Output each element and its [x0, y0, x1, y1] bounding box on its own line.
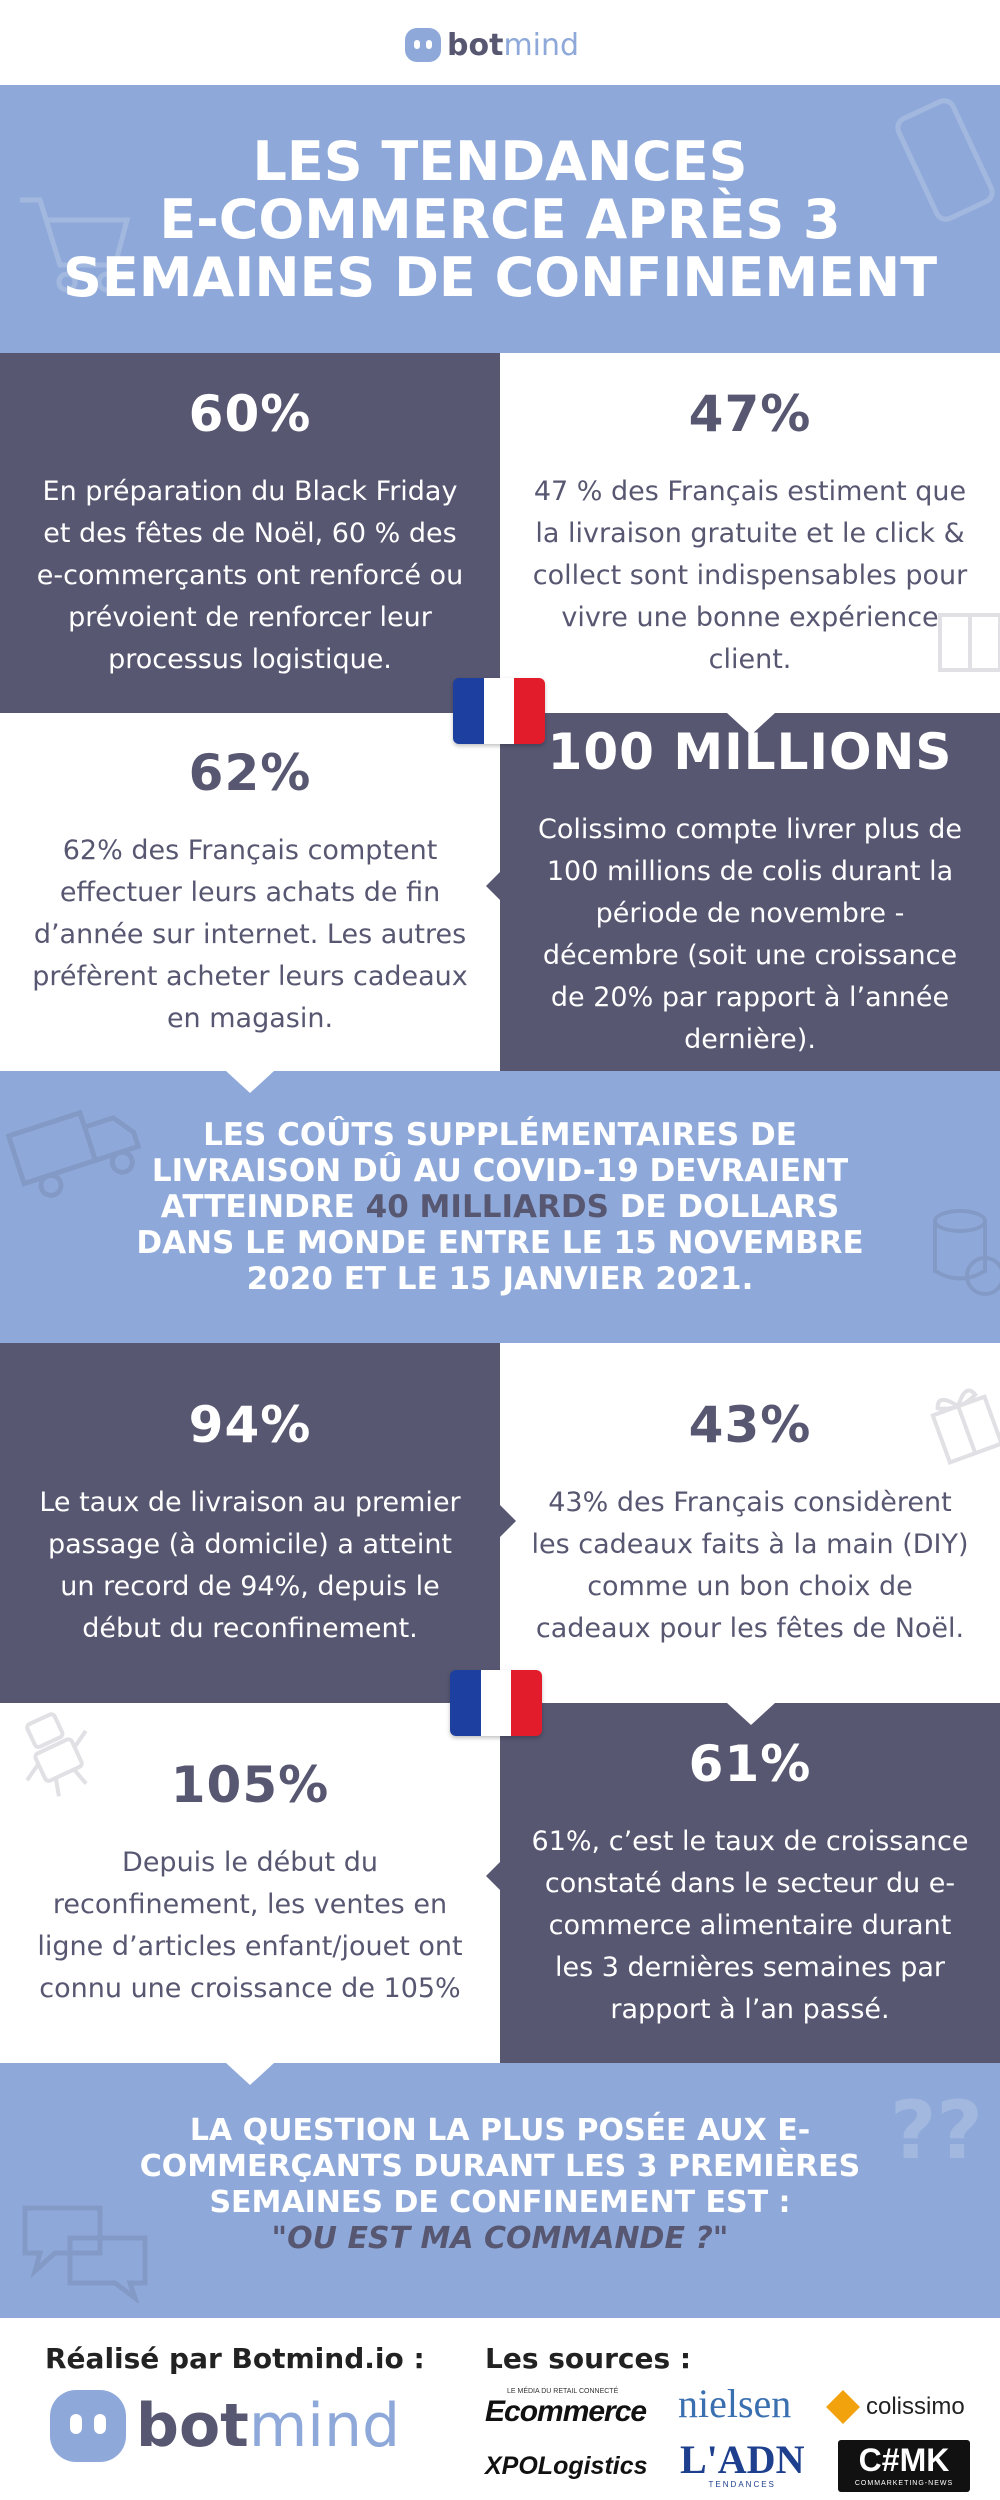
question-statement: LA QUESTION LA PLUS POSÉE AUX E- COMMERÇANTS DURANT LES 3 PREMIÈRES SEMAINES DE CONFINEMENT EST : "OU EST MA COMMANDE ?"	[139, 2113, 861, 2256]
arrow-left	[486, 1860, 502, 1892]
stat-value: 43%	[688, 1396, 812, 1454]
comk-logo: C#MK COMMARKETING-NEWS	[838, 2440, 970, 2492]
stat-value: 61%	[688, 1735, 812, 1793]
stat-text: 47 % des Français estiment que la livraison gratuite et le click & collect sont indispensables pour vivre une bonne expérience client.	[532, 476, 968, 675]
header-banner	[0, 85, 1000, 353]
arrow-down	[226, 2063, 274, 2085]
stat-value: 94%	[188, 1396, 312, 1454]
stat-card-60	[0, 353, 500, 713]
sources-label: Les sources :	[485, 2342, 692, 2375]
made-by-label: Réalisé par Botmind.io :	[45, 2342, 425, 2375]
stat-text: En préparation du Black Friday et des fêtes de Noël, 60 % des e-commerçants ont renforcé ou prévoient de renforcer leur processus logistique.	[36, 476, 464, 675]
xpo-logistics-logo: XPOLogistics	[485, 2452, 648, 2480]
arrow-right	[500, 1505, 516, 1537]
stat-value: 100 MILLIONS	[547, 723, 953, 781]
arrow-down	[727, 1703, 775, 1725]
brand-name-part2: mind	[503, 27, 580, 63]
stat-text: Le taux de livraison au premier passage (à domicile) a atteint un record de 94%, depuis le début du reconfinement.	[39, 1487, 461, 1644]
highlight-40-milliards: 40 MILLIARDS	[365, 1189, 609, 1225]
france-flag-icon	[453, 678, 545, 744]
stat-text: Colissimo compte livrer plus de 100 millions de colis durant la période de novembre - décembre (soit une croissance de 20% par rapport à l’année dernière).	[538, 814, 962, 1055]
robot-icon	[405, 28, 441, 62]
stat-card-47	[500, 353, 1000, 713]
costs-banner	[0, 1071, 1000, 1343]
stat-card-94	[0, 1343, 500, 1703]
stat-value: 62%	[188, 744, 312, 802]
stat-card-43	[500, 1343, 1000, 1703]
arrow-left	[486, 870, 502, 902]
ladn-logo: L'ADN TENDANCES	[680, 2437, 805, 2489]
question-banner	[0, 2063, 1000, 2318]
stat-card-100-millions	[500, 713, 1000, 1071]
brand-name-part2: mind	[248, 2391, 401, 2461]
costs-statement: LES COÛTS SUPPLÉMENTAIRES DE LIVRAISON DÛ AU COVID-19 DEVRAIENT ATTEINDRE 40 MILLIARDS DE DOLLARS DANS LE MONDE ENTRE LE 15 NOVEMBRE 2020 ET LE 15 JANVIER 2021.	[136, 1117, 864, 1297]
gift-icon	[930, 1375, 1000, 1470]
stat-value: 47%	[688, 385, 812, 443]
stat-value: 60%	[188, 385, 312, 443]
brand-name-part1: bot	[447, 27, 504, 63]
page-title: LES TENDANCES E-COMMERCE APRÈS 3 SEMAINES DE CONFINEMENT	[62, 130, 938, 309]
colissimo-logo: colissimo	[828, 2392, 965, 2422]
svg-text:??: ??	[890, 2084, 983, 2177]
arrow-down	[727, 713, 775, 735]
robot-toy-icon	[10, 1705, 105, 1800]
stat-value: 105%	[170, 1756, 330, 1814]
stat-card-61	[500, 1703, 1000, 2063]
gift-icon	[935, 590, 1000, 680]
arrow-down	[226, 1071, 274, 1093]
stat-text: Depuis le début du reconfinement, les ventes en ligne d’articles enfant/jouet ont connu une croissance de 105%	[37, 1847, 463, 2004]
brand-name-part1: bot	[136, 2391, 249, 2461]
stat-text: 43% des Français considèrent les cadeaux faits à la main (DIY) comme un bon choix de cadeaux pour les fêtes de Noël.	[531, 1487, 969, 1644]
stat-card-62	[0, 713, 500, 1071]
stat-text: 61%, c’est le taux de croissance constaté dans le secteur du e-commerce alimentaire durant les 3 dernières semaines par rapport à l’an passé.	[531, 1826, 969, 2025]
robot-icon	[50, 2390, 126, 2462]
ecommerce-logo: LE MÉDIA DU RETAIL CONNECTÉ Ecommerce	[485, 2388, 647, 2428]
header-logo	[405, 22, 579, 68]
nielsen-logo: nielsen	[678, 2381, 792, 2426]
footer-botmind-logo	[50, 2390, 400, 2462]
stat-text: 62% des Français comptent effectuer leurs achats de fin d’année sur internet. Les autres préfèrent acheter leurs cadeaux en magasin.	[32, 835, 468, 1034]
france-flag-icon	[450, 1670, 542, 1736]
colissimo-cube-icon	[826, 2390, 860, 2424]
